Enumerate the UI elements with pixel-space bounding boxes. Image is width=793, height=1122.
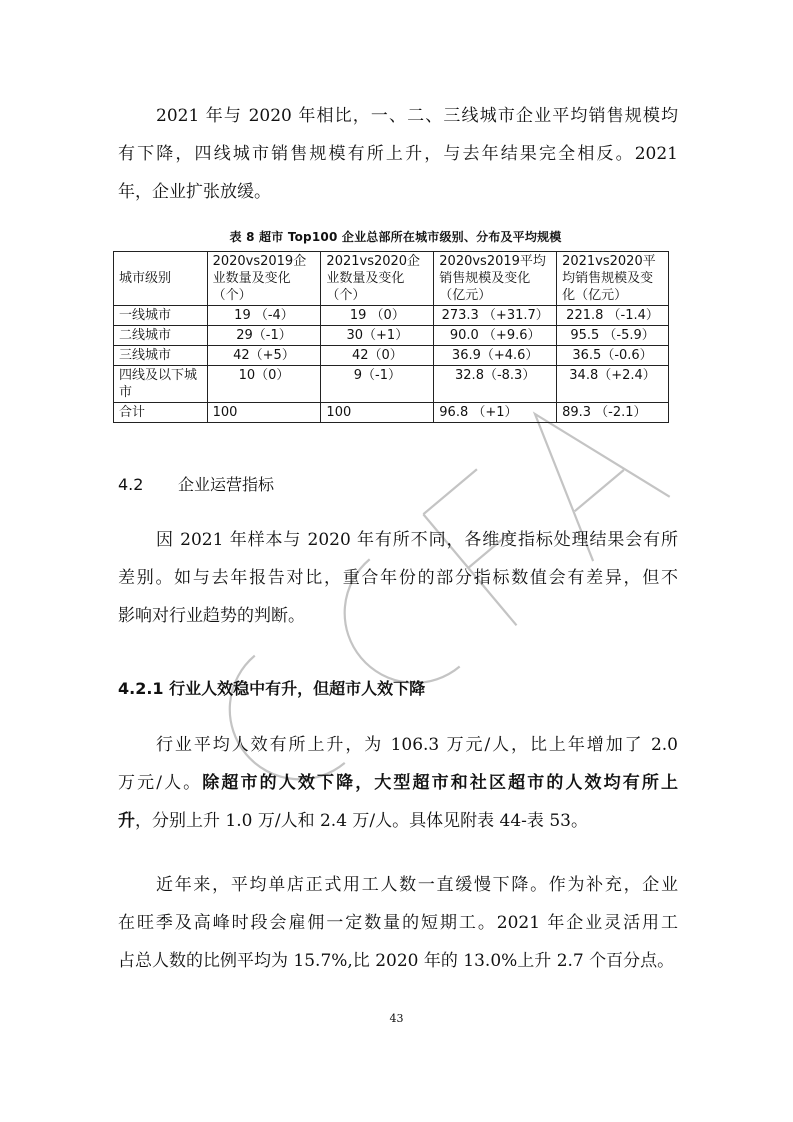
city-level-table bbox=[113, 251, 669, 423]
section-heading-4-2-1 bbox=[118, 676, 425, 699]
section-number: 4.2 bbox=[118, 475, 144, 494]
cell-count-2021: 42（0） bbox=[321, 346, 434, 366]
table-header-row bbox=[114, 252, 669, 306]
table-row bbox=[114, 306, 669, 326]
para-4-2-line-1: 因 2021 年样本与 2020 年有所不同，各维度指标处理结果会有所 bbox=[156, 530, 678, 550]
efficiency-line-3-normal: ，分别上升 1.0 万/人和 2.4 万/人。具体见附表 44-表 53。 bbox=[135, 811, 588, 831]
cell-city: 三线城市 bbox=[114, 346, 208, 366]
cell-count-2020: 100 bbox=[207, 403, 321, 423]
table-row bbox=[114, 346, 669, 366]
cell-count-2020: 42（+5） bbox=[207, 346, 321, 366]
staff-line-3: 占总人数的比例平均为 15.7%,比 2020 年的 13.0%上升 2.7 个百分点。 bbox=[118, 951, 675, 971]
cell-city: 一线城市 bbox=[114, 306, 208, 326]
subsection-number: 4.2.1 bbox=[118, 679, 164, 698]
intro-line-2: 有下降，四线城市销售规模有所上升，与去年结果完全相反。2021 bbox=[118, 144, 678, 164]
cell-sales-2021: 89.3 （-2.1） bbox=[557, 403, 669, 423]
paragraph-4-2 bbox=[118, 521, 678, 635]
cell-sales-2021: 36.5（-0.6） bbox=[557, 346, 669, 366]
paragraph-staff bbox=[118, 866, 678, 980]
header-sales-2020: 2020vs2019平均销售规模及变化（亿元） bbox=[434, 252, 557, 306]
intro-line-3: 年，企业扩张放缓。 bbox=[118, 182, 271, 202]
subsection-title: 行业人效稳中有升，但超市人效下降 bbox=[169, 679, 426, 698]
staff-line-2: 在旺季及高峰时段会雇佣一定数量的短期工。2021 年企业灵活用工 bbox=[118, 913, 678, 933]
efficiency-line-3 bbox=[118, 802, 678, 840]
table-row bbox=[114, 366, 669, 403]
table-row bbox=[114, 326, 669, 346]
cell-count-2020: 19 （-4） bbox=[207, 306, 321, 326]
table-total-row bbox=[114, 403, 669, 423]
cell-sales-2020: 36.9（+4.6） bbox=[434, 346, 557, 366]
paragraph-efficiency bbox=[118, 726, 678, 840]
efficiency-line-1: 行业平均人效有所上升，为 106.3 万元/人，比上年增加了 2.0 bbox=[156, 735, 678, 755]
section-heading-4-2 bbox=[118, 472, 274, 495]
cell-sales-2021: 221.8 （-1.4） bbox=[557, 306, 669, 326]
para-4-2-line-3: 影响对行业趋势的判断。 bbox=[118, 606, 305, 626]
staff-line-1: 近年来，平均单店正式用工人数一直缓慢下降。作为补充，企业 bbox=[156, 875, 678, 895]
cell-count-2021: 30（+1） bbox=[321, 326, 434, 346]
cell-sales-2021: 95.5 （-5.9） bbox=[557, 326, 669, 346]
cell-count-2020: 10（0） bbox=[207, 366, 321, 403]
intro-paragraph bbox=[118, 97, 678, 211]
cell-count-2020: 29（-1） bbox=[207, 326, 321, 346]
cell-count-2021: 9（-1） bbox=[321, 366, 434, 403]
efficiency-highlight: 除超市的人效下降，大型超市和社区超市的人效均有所上 bbox=[202, 773, 678, 793]
cell-sales-2020: 32.8（-8.3） bbox=[434, 366, 557, 403]
cell-sales-2020: 90.0 （+9.6） bbox=[434, 326, 557, 346]
table-caption: 表 8 超市 Top100 企业总部所在城市级别、分布及平均规模 bbox=[229, 230, 562, 244]
cell-city: 四线及以下城市 bbox=[114, 366, 208, 403]
efficiency-line-2-normal: 万元/人。 bbox=[118, 773, 203, 793]
efficiency-line-2 bbox=[118, 764, 678, 802]
cell-sales-2021: 34.8（+2.4） bbox=[557, 366, 669, 403]
header-city-level: 城市级别 bbox=[114, 252, 208, 306]
header-sales-2021: 2021vs2020平均销售规模及变化（亿元） bbox=[557, 252, 669, 306]
header-count-2021: 2021vs2020企业数量及变化（个） bbox=[321, 252, 434, 306]
intro-line-1: 2021 年与 2020 年相比，一、二、三线城市企业平均销售规模均 bbox=[156, 106, 678, 126]
page-number: 43 bbox=[389, 1012, 404, 1025]
cell-sales-2020: 96.8 （+1） bbox=[434, 403, 557, 423]
cell-city: 合计 bbox=[114, 403, 208, 423]
header-count-2020: 2020vs2019企业数量及变化（个） bbox=[207, 252, 321, 306]
section-title: 企业运营指标 bbox=[178, 475, 275, 494]
cell-count-2021: 100 bbox=[321, 403, 434, 423]
cell-count-2021: 19 （0） bbox=[321, 306, 434, 326]
efficiency-highlight-end: 升 bbox=[118, 811, 135, 831]
cell-city: 二线城市 bbox=[114, 326, 208, 346]
cell-sales-2020: 273.3 （+31.7） bbox=[434, 306, 557, 326]
para-4-2-line-2: 差别。如与去年报告对比，重合年份的部分指标数值会有差异，但不 bbox=[118, 568, 678, 588]
